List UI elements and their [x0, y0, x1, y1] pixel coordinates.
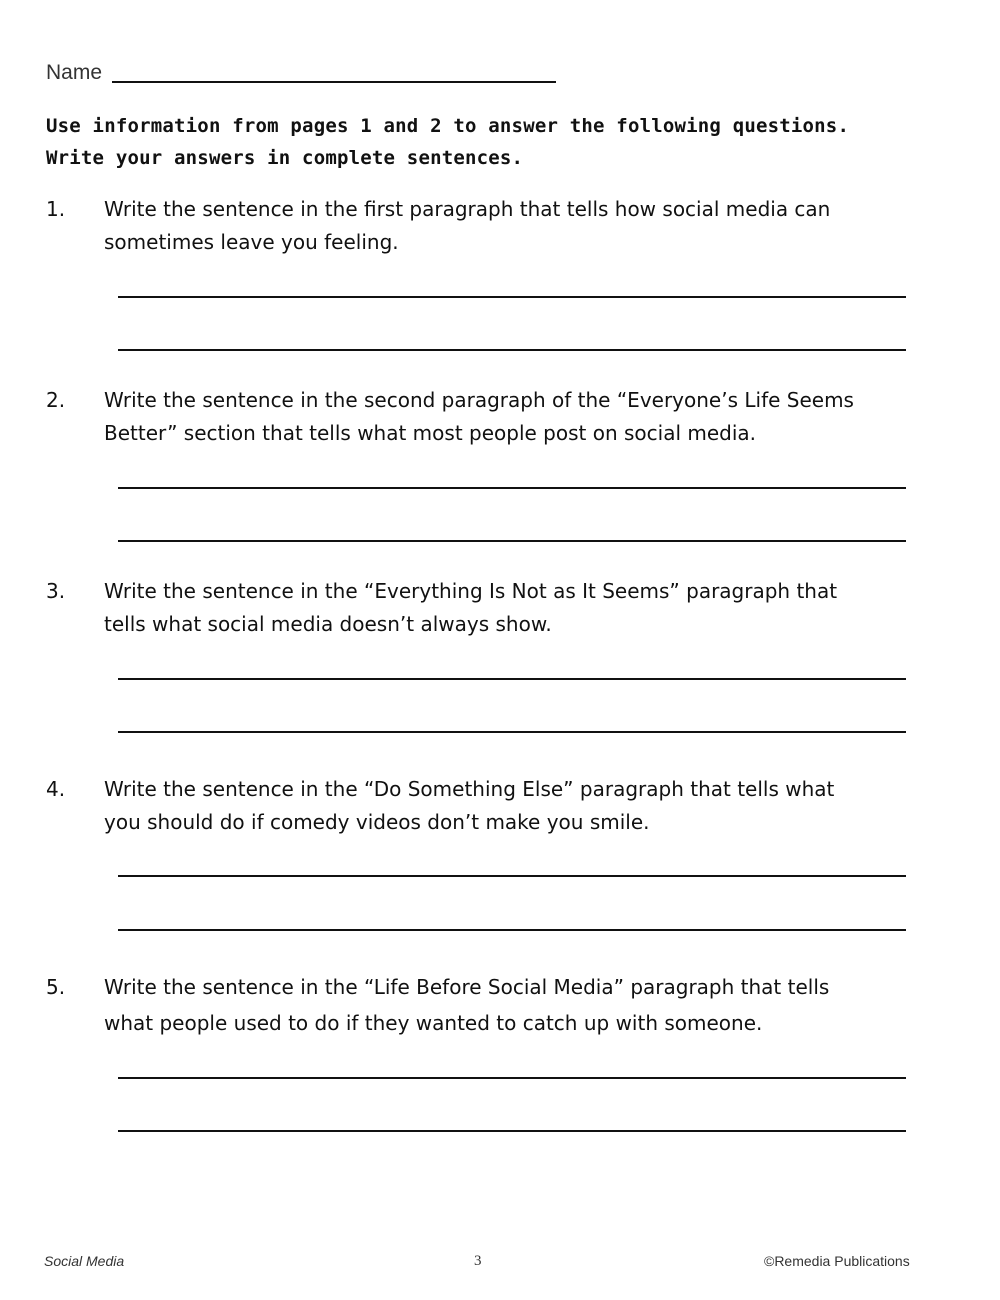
- answer-line-1[interactable]: [118, 875, 906, 877]
- answer-line-1[interactable]: [118, 1077, 906, 1079]
- question-text-line-2: you should do if comedy videos don’t make you smile.: [104, 810, 650, 834]
- name-label: Name: [46, 61, 103, 84]
- question-text: [104, 575, 914, 641]
- answer-line-1[interactable]: [118, 678, 906, 680]
- question-text-line-1: Write the sentence in the “Do Something Else” paragraph that tells what: [104, 777, 835, 801]
- question-number: 2.: [46, 388, 66, 412]
- question-number: 5.: [46, 975, 66, 999]
- instructions-line-2: Write your answers in complete sentences.: [46, 147, 524, 169]
- question-text-line-1: Write the sentence in the second paragraph of the “Everyone’s Life Seems: [104, 388, 854, 412]
- footer-title: Social Media: [44, 1253, 125, 1269]
- name-answer-line[interactable]: [112, 81, 556, 83]
- page-number: 3: [474, 1253, 482, 1269]
- question-text-line-2: tells what social media doesn’t always show.: [104, 612, 552, 636]
- answer-line-2[interactable]: [118, 1130, 906, 1132]
- question-text: [104, 384, 914, 450]
- question-text: [104, 773, 914, 839]
- question-number: 3.: [46, 579, 66, 603]
- answer-line-2[interactable]: [118, 349, 906, 351]
- question-text-line-2: Better” section that tells what most people post on social media.: [104, 421, 757, 445]
- answer-line-1[interactable]: [118, 487, 906, 489]
- question-text: [104, 193, 914, 259]
- question-text-line-1: Write the sentence in the “Life Before Social Media” paragraph that tells: [104, 975, 830, 999]
- answer-line-2[interactable]: [118, 929, 906, 931]
- question-text-line-1: Write the sentence in the “Everything Is Not as It Seems” paragraph that: [104, 579, 838, 603]
- answer-line-2[interactable]: [118, 731, 906, 733]
- instructions: [46, 110, 946, 174]
- footer-publisher: ©Remedia Publications: [764, 1253, 910, 1269]
- instructions-line-1: Use information from pages 1 and 2 to answer the following questions.: [46, 115, 850, 137]
- name-row: [46, 60, 556, 86]
- question-number: 1.: [46, 197, 66, 221]
- question-number: 4.: [46, 777, 66, 801]
- question-text-line-2: sometimes leave you feeling.: [104, 230, 399, 254]
- question-text-line-2: what people used to do if they wanted to catch up with someone.: [104, 1011, 763, 1035]
- question-text: [104, 971, 914, 1042]
- answer-line-1[interactable]: [118, 296, 906, 298]
- answer-line-2[interactable]: [118, 540, 906, 542]
- question-text-line-1: Write the sentence in the first paragraph that tells how social media can: [104, 197, 831, 221]
